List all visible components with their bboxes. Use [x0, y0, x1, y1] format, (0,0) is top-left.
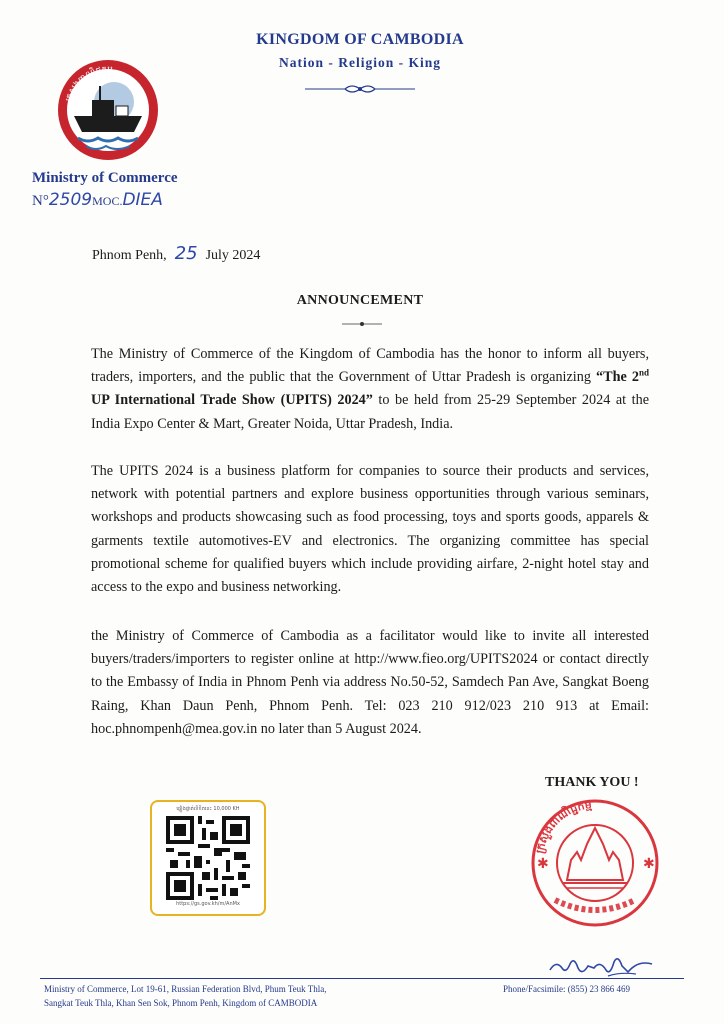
p1-bold-sup: nd [638, 367, 649, 378]
date-place: Phnom Penh, [92, 248, 167, 263]
reference-number [32, 190, 163, 210]
title-ornament [342, 320, 382, 328]
p1-bold-a: “The 2 [596, 369, 639, 386]
date-line [92, 243, 260, 264]
thank-you: THANK YOU ! [545, 775, 639, 790]
footer-address-line2: Sangkat Teuk Thla, Khan Sen Sok, Phnom Penh, Kingdom of CAMBODIA [44, 998, 318, 1008]
kingdom-heading: KINGDOM OF CAMBODIA [256, 31, 464, 48]
qr-caption: ផ្ទៀងផ្ទាត់លិខិតនេះ 10,000 KH [176, 806, 240, 812]
ref-moc: MOC. [92, 194, 123, 208]
seal-text: ក្រសួងពាណិជ្ជកម្ម [533, 798, 593, 855]
national-motto: Nation - Religion - King [278, 55, 441, 70]
svg-text:✱: ✱ [643, 857, 655, 872]
logo-text: ក្រសួងពាណិជ្ជកម្ម [63, 64, 113, 103]
ref-dept-handwritten: DIEA [122, 190, 163, 210]
announcement-title: ANNOUNCEMENT [296, 293, 424, 308]
paragraph-event-intro [91, 343, 649, 436]
paragraph-registration: the Ministry of Commerce of Cambodia as a facilitator would like to invite all interested buyers/traders/importers to register online at http://www.fieo.org/UPITS2024 or contact directly to the Embassy of India in Phnom Penh via address No.50-52, Samdech Pan Ave, Sangkat Boeng Raing, Khan Daun Penh, Phnom Penh. Tel: 023 210 912/023 210 913 at Email: hoc.phnompenh@mea.gov.in no later than 5 August 2024. [91, 628, 649, 737]
svg-text:✱: ✱ [537, 857, 549, 872]
footer-address-line1: Ministry of Commerce, Lot 19-61, Russian Federation Blvd, Phum Teuk Thla, [44, 984, 327, 994]
ref-number-handwritten: 2509 [48, 190, 93, 210]
signature [548, 952, 658, 980]
date-month-year: July 2024 [205, 248, 261, 263]
ministry-name: Ministry of Commerce [32, 170, 178, 186]
p1-bold-b: UP International Trade Show (UPITS) 2024” [91, 392, 373, 409]
ministry-logo [56, 58, 160, 162]
p1-text-a: The Ministry of Commerce of the Kingdom of Cambodia has the honor to inform all buyers, traders, importers, and the public that the Government of Uttar Pradesh is organizing [91, 346, 649, 386]
qr-verification-card[interactable] [150, 800, 266, 916]
footer-phone: Phone/Facsimile: (855) 23 866 469 [503, 984, 630, 994]
ref-prefix: N° [32, 193, 49, 209]
official-seal-stamp [515, 788, 675, 928]
qr-url[interactable]: https://gs.gov.kh/m/AnMx [176, 901, 240, 907]
date-day-handwritten: 25 [174, 243, 198, 264]
motto-ornament [305, 82, 415, 96]
footer-divider [40, 978, 684, 979]
p1-text-b: to be held from 25-29 September 2024 at the India Expo Center & Mart, Greater Noida, Uttar Pradesh, India. [91, 392, 649, 432]
paragraph-platform-details: The UPITS 2024 is a business platform for companies to source their products and services, network with potential partners and explore business opportunities through various seminars, workshops and products showcasing such as food processing, toys and sports goods, apparels & garments textile automotives-EV and electronics. The organizing committee has special promotional scheme for qualified buyers which include providing airfare, 2-night hotel stay and access to the expo and business networking. [91, 463, 649, 596]
qr-code[interactable] [166, 816, 250, 900]
